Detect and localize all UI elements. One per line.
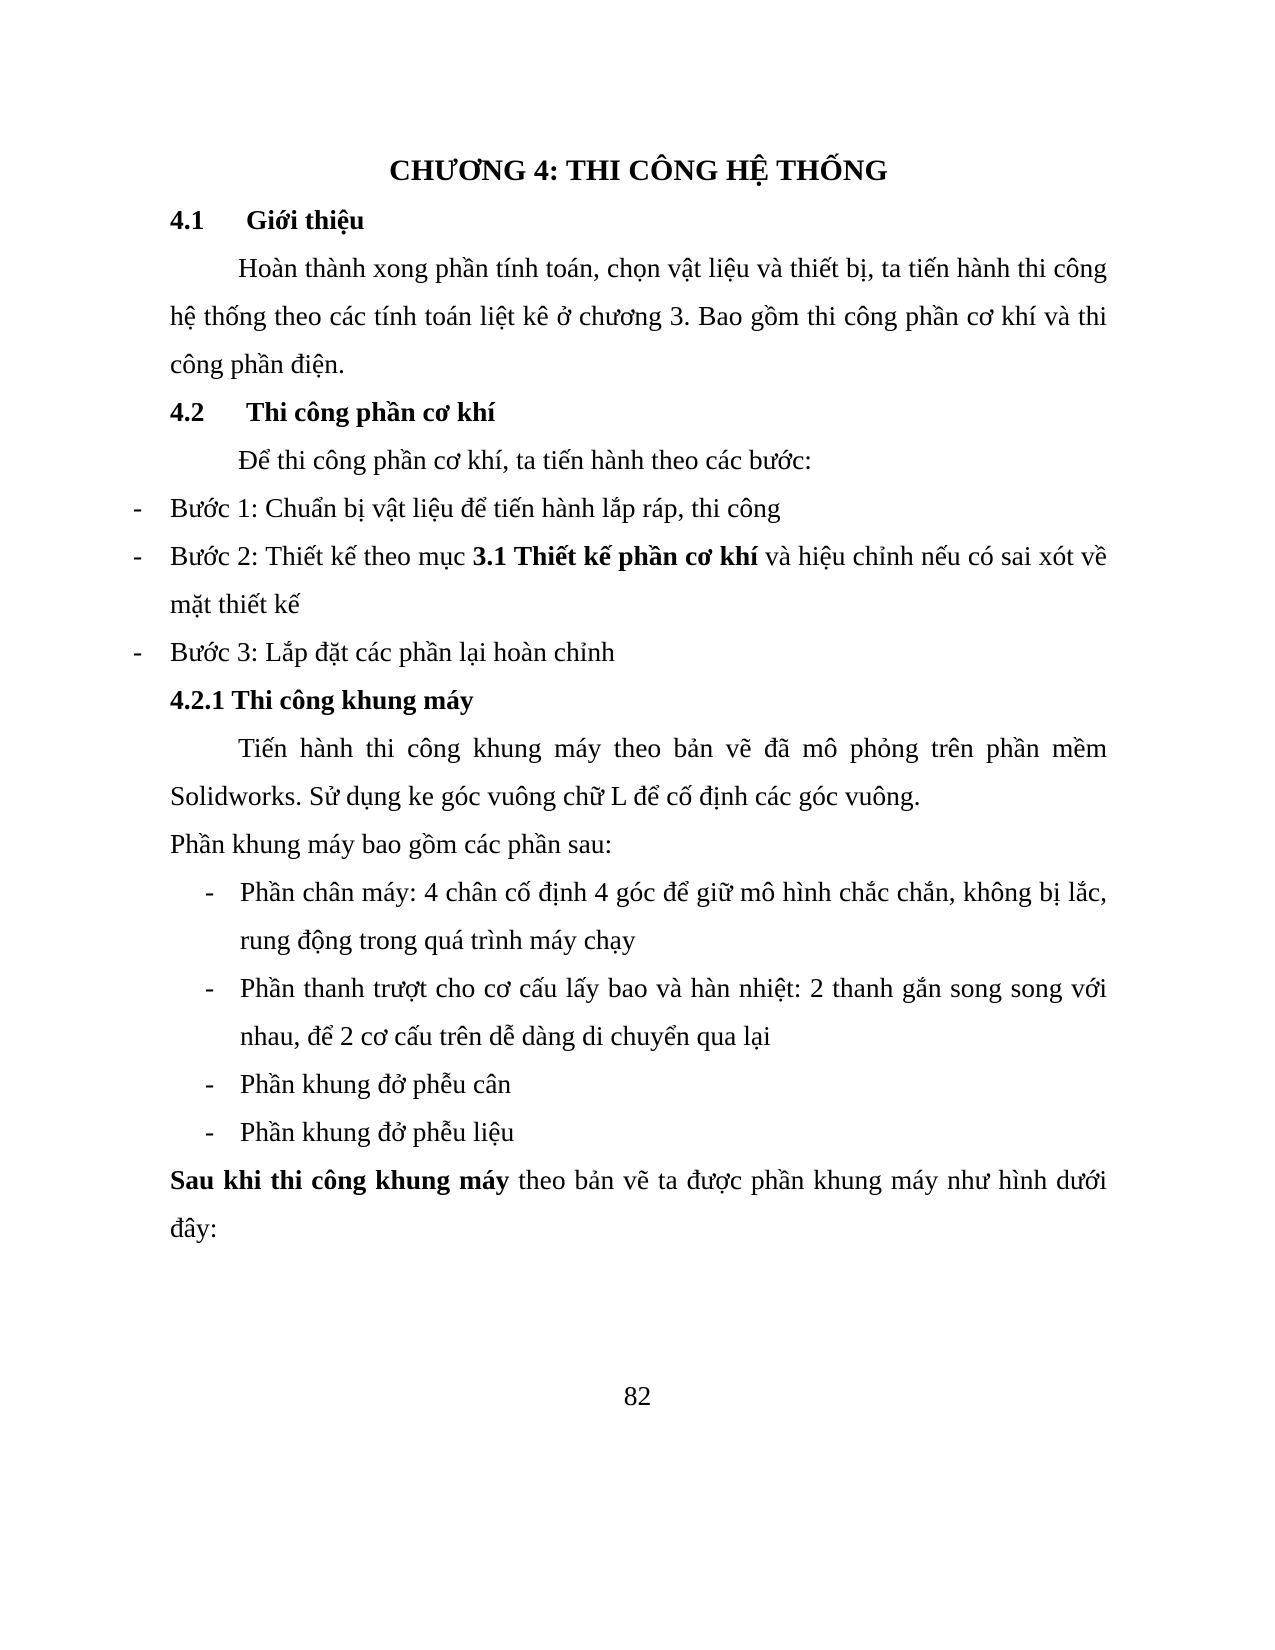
list-item-frame-1	[205, 868, 1107, 964]
closing-text-bold: khung máy	[375, 1164, 510, 1195]
list-dash: -	[205, 1116, 215, 1147]
list-item-frame-4	[205, 1108, 1107, 1156]
frame-item-4-text: Phần khung đở phễu liệu	[240, 1116, 515, 1147]
list-item-step-2	[133, 532, 1107, 628]
section-number-4-2: 4.2	[170, 396, 205, 427]
frame-item-2-text: Phần thanh trượt cho cơ cấu lấy bao và hàn nhiệt: 2 thanh gắn song song với nhau, để 2 cơ cấu trên dễ dàng di chuyển qua lại	[240, 972, 1107, 1051]
list-item-step-1	[133, 484, 1107, 532]
page-number: 82	[623, 1380, 652, 1411]
section-title-4-2: Thi công phần cơ khí	[246, 396, 496, 427]
closing-text-post: theo bản vẽ ta được phần khung máy như hình dưới đây:	[170, 1164, 1107, 1243]
frame-item-3-text: Phần khung đở phễu cân	[240, 1068, 512, 1099]
list-item-frame-2	[205, 964, 1107, 1060]
list-item-step-3	[133, 628, 1107, 676]
section-heading-4-1	[170, 196, 1107, 244]
closing-text-pre: Sau khi thi công	[170, 1164, 376, 1195]
frame-item-1-text: Phần chân máy: 4 chân cố định 4 góc để giữ mô hình chắc chắn, không bị lắc, rung động trong quá trình máy chạy	[240, 876, 1107, 955]
step-2-text-bold: 3.1 Thiết kế phần cơ khí	[472, 540, 758, 571]
step-2-text-pre: Bước 2: Thiết kế theo mục	[170, 540, 473, 571]
paragraph-4-2-1-a: Tiến hành thi công khung máy theo bản vẽ đã mô phỏng trên phần mềm Solidworks. Sử dụng ke góc vuông chữ L để cố định các góc vuông.	[170, 732, 1107, 811]
page-content	[133, 146, 1107, 1252]
list-dash: -	[133, 636, 143, 667]
list-dash: -	[133, 492, 143, 523]
list-dash: -	[133, 540, 143, 571]
list-dash: -	[205, 972, 215, 1003]
list-item-frame-3	[205, 1060, 1107, 1108]
step-3-text: Bước 3: Lắp đặt các phần lại hoàn chỉnh	[170, 636, 615, 667]
step-2-text-post: và hiệu chỉnh nếu có sai xót về mặt thiết kế	[170, 540, 1107, 619]
paragraph-4-1: Hoàn thành xong phần tính toán, chọn vật liệu và thiết bị, ta tiến hành thi công hệ thống theo các tính toán liệt kê ở chương 3. Bao gồm thi công phần cơ khí và thi công phần điện.	[170, 252, 1107, 379]
step-1-text: Bước 1: Chuẩn bị vật liệu để tiến hành lắp ráp, thi công	[170, 492, 781, 523]
closing-paragraph	[170, 1156, 1107, 1252]
chapter-title: CHƯƠNG 4: THI CÔNG HỆ THỐNG	[389, 154, 888, 187]
section-title-4-1: Giới thiệu	[246, 204, 365, 235]
paragraph-4-2-intro: Để thi công phần cơ khí, ta tiến hành theo các bước:	[238, 444, 812, 475]
list-dash: -	[205, 876, 215, 907]
section-number-4-1: 4.1	[170, 204, 205, 235]
section-heading-4-2	[170, 388, 1107, 436]
paragraph-4-2-1-b: Phần khung máy bao gồm các phần sau:	[170, 828, 613, 859]
list-dash: -	[205, 1068, 215, 1099]
section-heading-4-2-1: 4.2.1 Thi công khung máy	[170, 684, 474, 715]
